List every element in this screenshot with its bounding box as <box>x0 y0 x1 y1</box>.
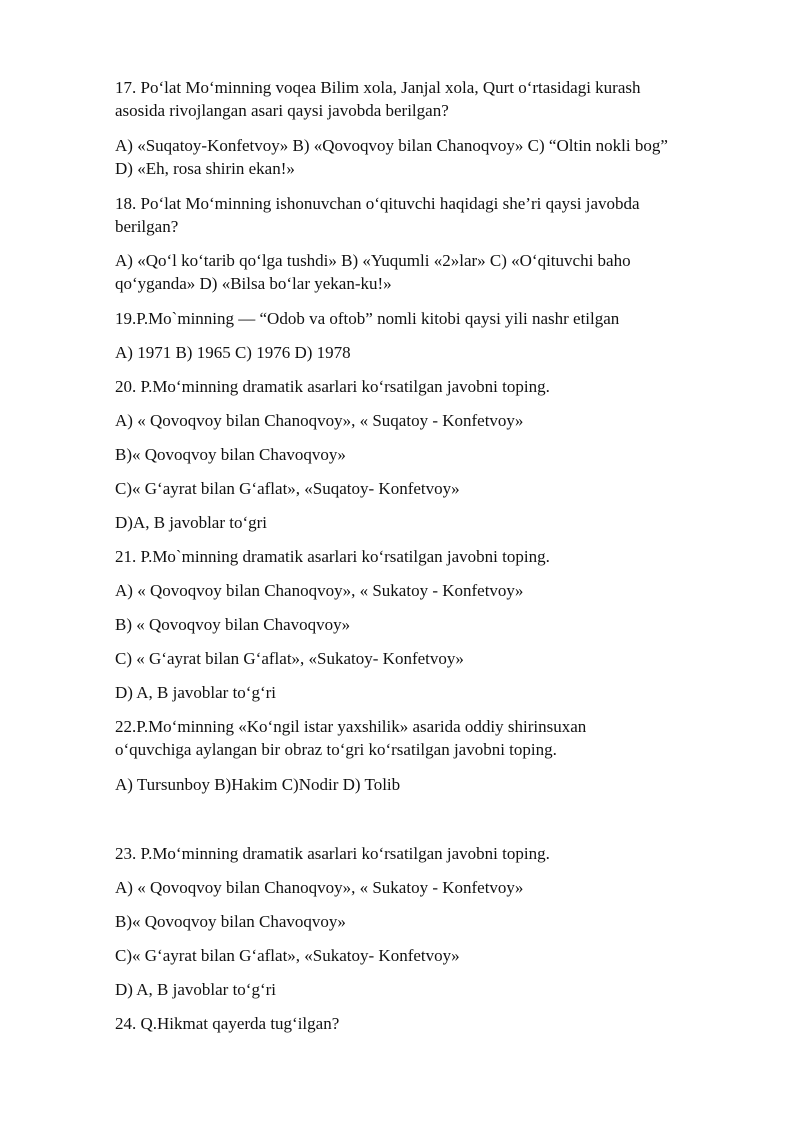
question-20-text: 20. P.Mo‘minning dramatik asarlari ko‘rsatilgan javobni toping. <box>115 377 550 396</box>
question-17-text-line-1: 17. Po‘lat Mo‘minning voqea Bilim xola, Janjal xola, Qurt o‘rtasidagi kurash <box>115 78 641 97</box>
question-18-text-line-2: berilgan? <box>115 217 179 236</box>
question-20-option-d: D)A, B javoblar to‘gri <box>115 513 268 532</box>
question-17-options-line-2: D) «Eh, rosa shirin ekan!» <box>115 159 295 178</box>
question-21-option-a: A) « Qovoqvoy bilan Chanoqvoy», « Sukatoy - Konfetvoy» <box>115 581 524 600</box>
question-20-option-b: B)« Qovoqvoy bilan Chavoqvoy» <box>115 445 346 464</box>
question-23-option-a: A) « Qovoqvoy bilan Chanoqvoy», « Sukatoy - Konfetvoy» <box>115 878 524 897</box>
question-24-text: 24. Q.Hikmat qayerda tug‘ilgan? <box>115 1014 340 1033</box>
question-23-option-d: D) A, B javoblar to‘g‘ri <box>115 980 276 999</box>
question-18-text-line-1: 18. Po‘lat Mo‘minning ishonuvchan o‘qituvchi haqidagi she’ri qaysi javobda <box>115 194 640 213</box>
question-23-text: 23. P.Mo‘minning dramatik asarlari ko‘rsatilgan javobni toping. <box>115 844 550 863</box>
question-20-option-c: C)« G‘ayrat bilan G‘aflat», «Suqatoy- Konfetvoy» <box>115 479 460 498</box>
question-23-option-c: C)« G‘ayrat bilan G‘aflat», «Sukatoy- Konfetvoy» <box>115 946 460 965</box>
question-22-text-line-2: o‘quvchiga aylangan bir obraz to‘gri ko‘rsatilgan javobni toping. <box>115 740 557 759</box>
question-18-options-line-1: A) «Qo‘l ko‘tarib qo‘lga tushdi» B) «Yuqumli «2»lar» C) «O‘qituvchi baho <box>115 251 631 270</box>
question-22-text-line-1: 22.P.Mo‘minning «Ko‘ngil istar yaxshilik» asarida oddiy shirinsuxan <box>115 717 587 736</box>
question-19-options: A) 1971 B) 1965 C) 1976 D) 1978 <box>115 343 351 362</box>
question-18-options-line-2: qo‘yganda» D) «Bilsa bo‘lar yekan-ku!» <box>115 274 392 293</box>
question-22-options: A) Tursunboy B)Hakim C)Nodir D) Tolib <box>115 775 401 794</box>
question-21-option-b: B) « Qovoqvoy bilan Chavoqvoy» <box>115 615 351 634</box>
question-21-option-d: D) A, B javoblar to‘g‘ri <box>115 683 276 702</box>
question-21-text: 21. P.Mo`minning dramatik asarlari ko‘rsatilgan javobni toping. <box>115 547 550 566</box>
question-20-option-a: A) « Qovoqvoy bilan Chanoqvoy», « Suqatoy - Konfetvoy» <box>115 411 524 430</box>
question-23-option-b: B)« Qovoqvoy bilan Chavoqvoy» <box>115 912 346 931</box>
question-17-text-line-2: asosida rivojlangan asari qaysi javobda berilgan? <box>115 101 449 120</box>
question-21-option-c: C) « G‘ayrat bilan G‘aflat», «Sukatoy- Konfetvoy» <box>115 649 464 668</box>
question-17-options-line-1: A) «Suqatoy-Konfetvoy» B) «Qovoqvoy bilan Chanoqvoy» C) “Oltin nokli bog” <box>115 136 668 155</box>
question-19-text: 19.P.Mo`minning — “Odob va oftob” nomli kitobi qaysi yili nashr etilgan <box>115 309 620 328</box>
